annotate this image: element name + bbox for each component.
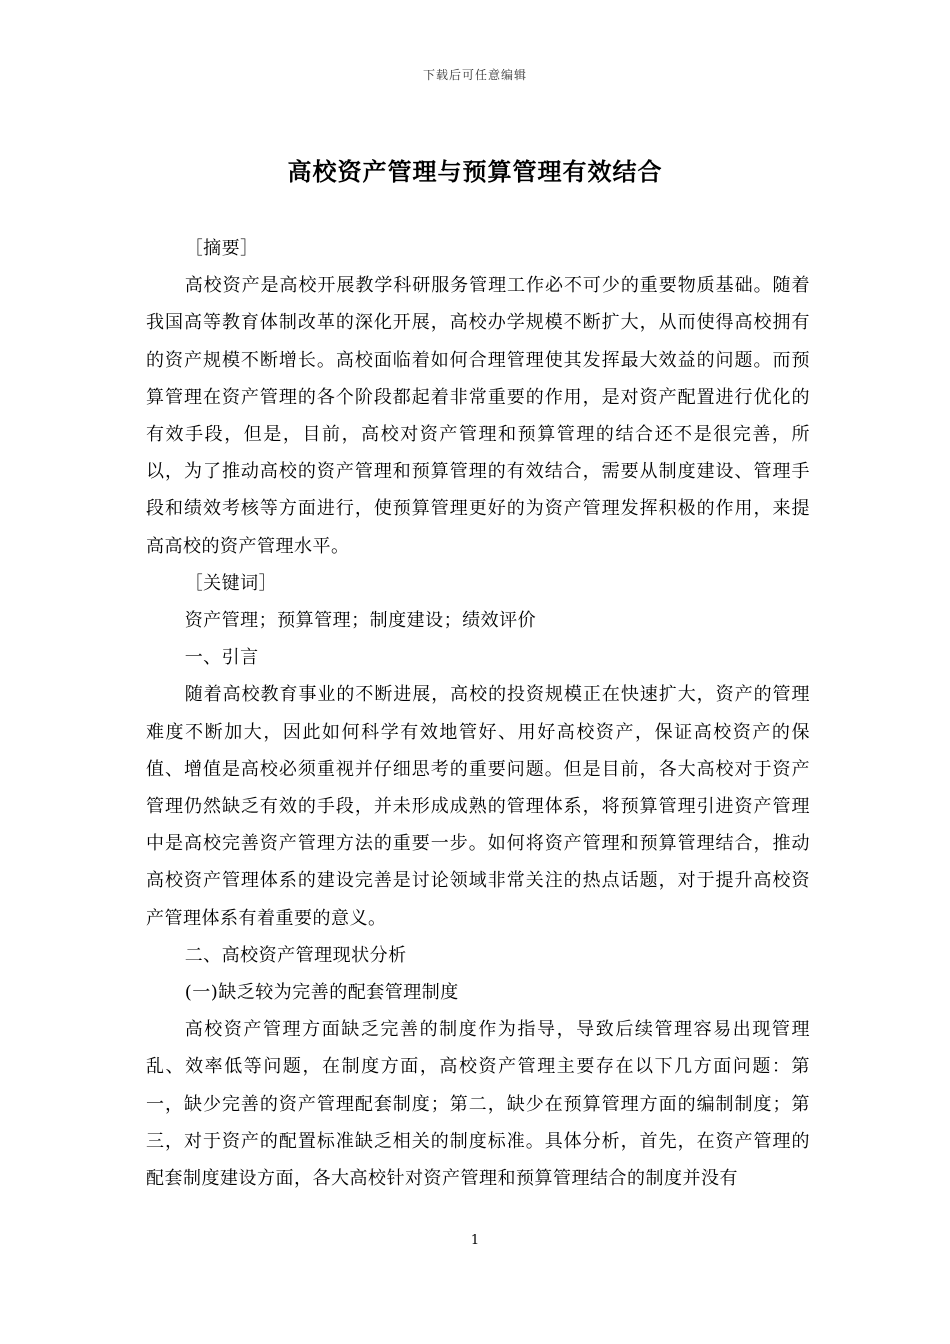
keywords-list: 资产管理；预算管理；制度建设；绩效评价 bbox=[184, 610, 537, 632]
section-heading-status-analysis: 二、高校资产管理现状分析 bbox=[184, 944, 407, 966]
abstract-paragraph: 高校资产是高校开展教学科研服务管理工作必不可少的重要物质基础。随着我国高等教育体制改革的深化开展，高校办学规模不断扩大，从而使得高校拥有的资产规模不断增长。高校面临着如何合理管理使其发挥最大效益的问题。而预算管理在资产管理的各个阶段都起着非常重要的作用，是对资产配置进行优化的有效手段，但是，目前，高校对资产管理和预算管理的结合还不是很完善，所以，为了推动高校的资产管理和预算管理的有效结合，需要从制度建设、管理手段和绩效考核等方面进行，使预算管理更好的为资产管理发挥积极的作用，来提高高校的资产管理水平。 bbox=[146, 275, 810, 557]
body-paragraph: 高校资产管理方面缺乏完善的制度作为指导，导致后续管理容易出现管理乱、效率低等问题，在制度方面，高校资产管理主要存在以下几方面问题：第一，缺少完善的资产管理配套制度；第二，缺少在预算管理方面的编制制度；第三，对于资产的配置标准缺乏相关的制度标准。具体分析，首先，在资产管理的配套制度建设方面，各大高校针对资产管理和预算管理结合的制度并没有 bbox=[146, 1019, 810, 1190]
page-number: 1 bbox=[470, 1233, 480, 1248]
page-header-note: 下载后可任意编辑 bbox=[422, 68, 527, 82]
document-body bbox=[146, 230, 810, 1197]
abstract-heading: ［摘要］ bbox=[184, 238, 259, 259]
introduction-paragraph: 随着高校教育事业的不断进展，高校的投资规模正在快速扩大，资产的管理难度不断加大，因此如何科学有效地管好、用好高校资产，保证高校资产的保值、增值是高校必须重视并仔细思考的重要问题。但是目前，各大高校对于资产管理仍然缺乏有效的手段，并未形成成熟的管理体系，将预算管理引进资产管理中是高校完善资产管理方法的重要一步。如何将资产管理和预算管理结合，推动高校资产管理体系的建设完善是讨论领域非常关注的热点话题，对于提升高校资产管理体系有着重要的意义。 bbox=[146, 684, 810, 929]
keywords-heading: ［关键词］ bbox=[184, 572, 278, 594]
subsection-heading-1: (一)缺乏较为完善的配套管理制度 bbox=[184, 982, 459, 1004]
document-title: 高校资产管理与预算管理有效结合 bbox=[287, 157, 663, 186]
section-heading-introduction: 一、引言 bbox=[184, 647, 259, 669]
